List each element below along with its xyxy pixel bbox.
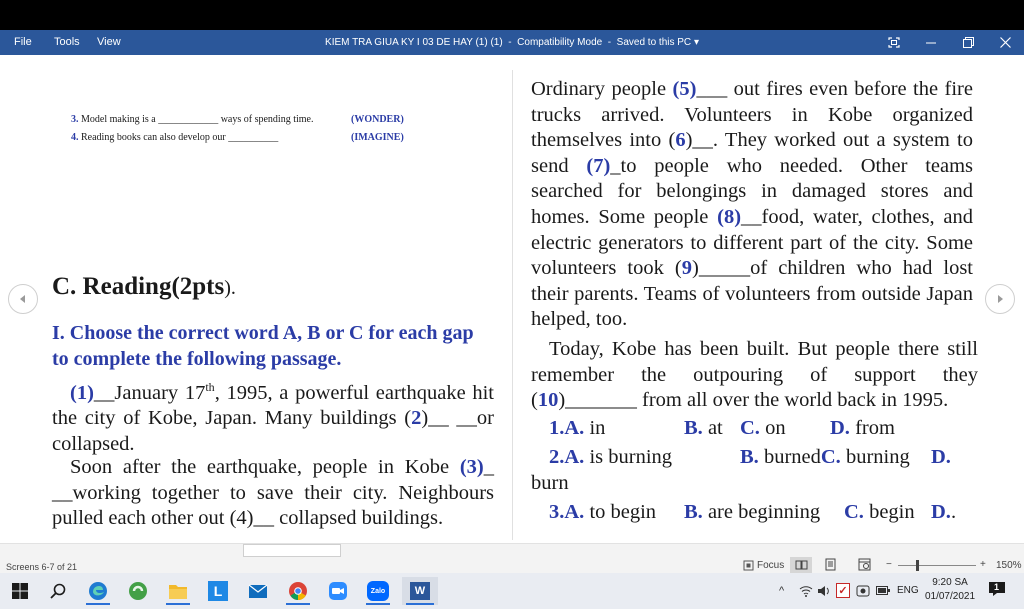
word-app[interactable] [402,577,438,605]
notification-count: 1 [994,582,1000,592]
web-layout-button[interactable] [858,558,871,574]
input-language[interactable]: ENG [897,585,919,596]
item-text: Reading books can also develop our __________ [81,132,279,143]
previous-screen-button[interactable] [8,284,38,314]
passage-paragraph-1: (1)__January 17th, 1995, a powerful earthquake hit the city of Kobe, Japan. Many buildings (2)__ __or collapsed. [52,380,494,456]
compatibility-mode: Compatibility Mode [517,37,603,48]
windows-icon [12,583,28,599]
edge-icon [88,581,108,601]
book-icon [795,560,808,570]
meet-icon[interactable] [856,584,870,598]
restore-button[interactable] [950,32,986,53]
chevron-left-icon [18,294,28,304]
column-separator [512,70,513,540]
print-layout-button[interactable] [825,558,836,574]
option-row-1: 1.A. in B. at C. on D. from [549,417,895,439]
file-explorer[interactable] [162,577,194,605]
edge-dev-browser[interactable] [122,577,154,605]
screen-count: Screens 6-7 of 21 [6,562,78,572]
menu-view[interactable]: View [97,36,121,48]
document-page [0,55,1024,543]
mail-app[interactable] [242,577,274,605]
clock-time: 9:20 SA [932,577,968,588]
word-icon: W [410,582,430,600]
page-icon [825,558,836,571]
web-layout-icon [858,558,871,571]
zoom-meetings-icon [328,581,348,601]
item-word: (IMAGINE) [351,132,404,143]
status-bar [0,543,1024,573]
volume-icon[interactable] [817,585,831,597]
focus-mode-icon[interactable] [876,32,912,53]
reading-heading: C. Reading(2pts). [52,273,236,300]
title-separator: - [607,37,612,48]
item-number: 4. [71,132,79,143]
zoom-slider[interactable] [898,565,976,566]
horizontal-scrollbar[interactable] [243,544,341,557]
windows-start-button[interactable] [4,577,36,605]
focus-button[interactable] [743,560,784,571]
zalo-icon: Zalo [367,581,389,601]
item-word: (WONDER) [351,114,404,125]
menu-tools[interactable]: Tools [54,36,80,48]
edge-dev-icon [128,581,148,601]
save-status[interactable]: Saved to this PC [616,37,692,48]
minimize-button[interactable] [913,32,949,53]
chrome-browser[interactable] [282,577,314,605]
menu-file[interactable]: File [14,36,32,48]
wifi-icon[interactable] [799,585,813,597]
document-title [0,37,1024,48]
zoom-meetings[interactable] [322,577,354,605]
zalo-app[interactable] [362,577,394,605]
document-name: KIEM TRA GIUA KY I 03 DE HAY (1) (1) [325,37,503,48]
word-form-item-3 [71,114,404,125]
zoom-slider-thumb[interactable] [916,560,919,571]
focus-icon [743,560,754,571]
show-hidden-icons-icon[interactable]: ^ [779,585,785,597]
read-mode-button[interactable] [790,557,812,573]
search-button[interactable] [42,577,74,605]
word-form-item-4 [71,132,404,143]
close-button[interactable] [987,32,1023,53]
edge-browser[interactable] [82,577,114,605]
l-app-icon: L [208,581,228,601]
option-row-3: 3.A. to begin B. are beginning C. begin D.. [549,501,957,523]
chevron-down-icon[interactable]: ▾ [693,37,699,48]
mail-icon [248,583,268,599]
chrome-icon [288,581,308,601]
check-icon[interactable]: ✓ [836,583,850,598]
option-row-2-wrap: burn [531,472,569,494]
option-row-2: 2.A. is burning B. burnedC. burning D. [549,446,951,468]
zoom-in-button[interactable]: + [980,559,986,570]
taskbar [0,573,1024,609]
focus-label: Focus [757,560,785,571]
zoom-out-button[interactable]: − [886,559,892,570]
lasso-app[interactable] [202,577,234,605]
passage-paragraph-2: Soon after the earthquake, people in Kobe (3)_ __working together to save their city. Neighbours pulled each other out (4)__ collapsed buildings. [52,456,494,530]
reading-instruction: I. Choose the correct word A, B or C for each gap to complete the following passage. [52,322,474,370]
item-number: 3. [71,114,79,125]
folder-icon [168,582,188,600]
system-clock[interactable] [922,576,978,604]
passage-paragraph-4: Today, Kobe has been built. But people there still remember the outpouring of support they (10)_______ from all over the world back in 1995. [531,338,978,412]
title-bar [0,30,1024,55]
battery-icon[interactable] [876,586,890,595]
search-icon [50,583,66,599]
notifications-button[interactable] [988,581,1008,601]
zoom-level[interactable]: 150% [996,560,1022,571]
clock-date: 01/07/2021 [924,591,976,602]
passage-paragraph-3: Ordinary people (5)___ out fires even before the fire trucks arrived. Volunteers in Kobe organized themselves into (6)__. They worked out a system to send (7)_to people who needed. Other teams searched for belongings in damaged stores and homes. Some people (8)__food, water, clothes, and electric generators to different part of the city. Some volunteers took (9)_____of children who had lost their parents. Teams of volunteers from outside Japan helped, too. [531,78,974,331]
next-screen-button[interactable] [985,284,1015,314]
chevron-right-icon [995,294,1005,304]
title-separator: - [508,37,512,48]
item-text: Model making is a ____________ ways of spending time. [81,114,314,125]
